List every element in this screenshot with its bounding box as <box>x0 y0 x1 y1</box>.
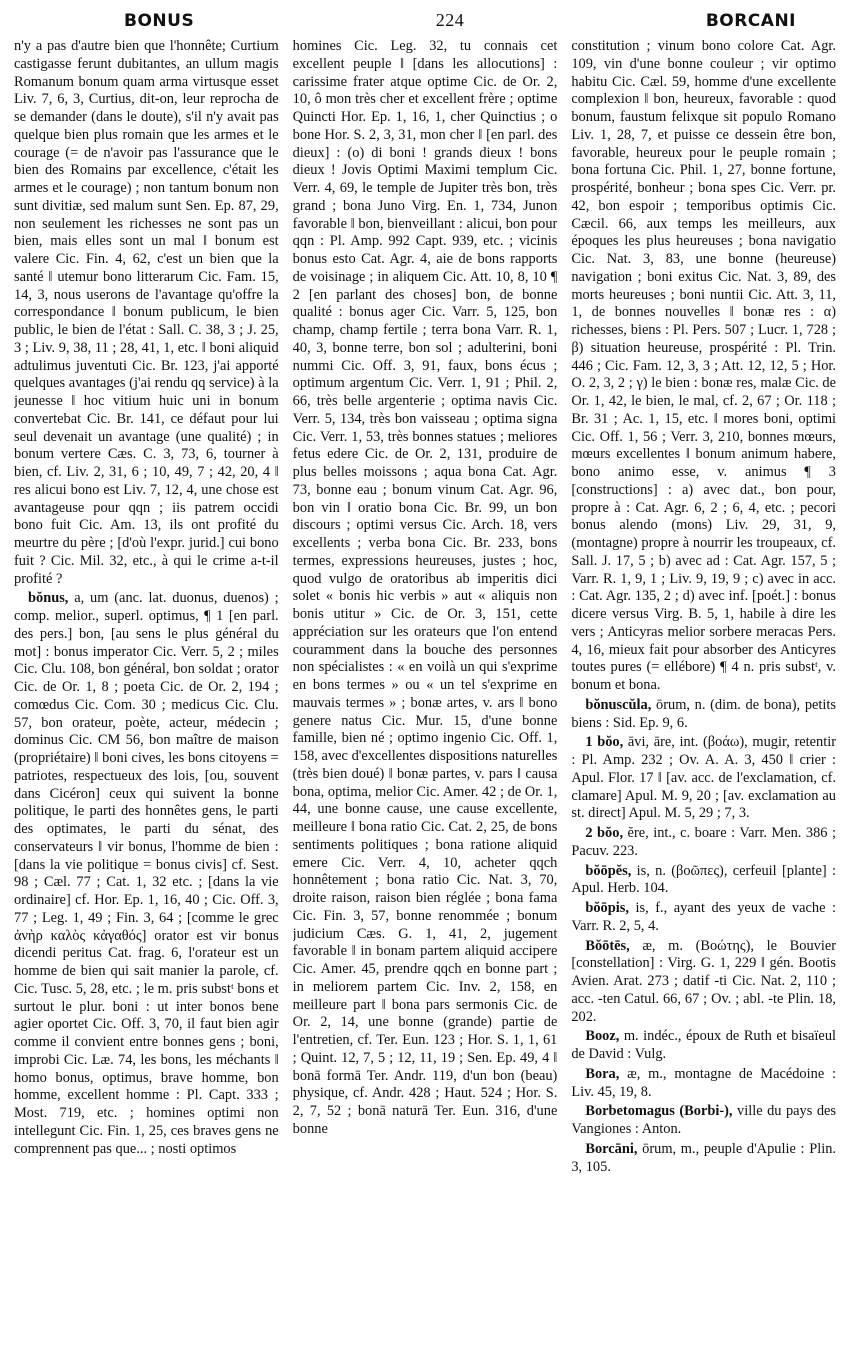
entry-text: æ, m. (Βοώτης), le Bouvier [constellation] : Virg. G. 1, 229 ‖ gén. Bootis Avien. Arat. 273 ; datif -ti Cic. Nat. 2, 110 ; acc. -ten Catul. 66, 67 ; Ov. ; abl. -te Plin. 18, 202. <box>571 937 836 1025</box>
entry-continuation <box>571 38 836 695</box>
entry-headword: bŏōpis, <box>585 900 629 916</box>
entry-text: ōrum, m., peuple d'Apulie : Plin. 3, 105. <box>571 1140 836 1175</box>
entry-headword: 1 bŏo, <box>585 734 624 751</box>
entry-headword: bŏnus, <box>28 590 69 607</box>
dictionary-entry <box>571 697 836 733</box>
entry-text: n'y a pas d'autre bien que l'honnête; Curtium castigasse ferunt dubitantes, an ullum magis Romanum bonum quam arma virtusque esset Liv. 7, 6, 3, Curtius, dit-on, leur reprocha de se demander (dans le doute), s'il n'y avait pas quelque bien plus romain que les armes et le courage (= de n'avoir pas l'assurance que le bien des Romains par excellence, c'était les armes et le courage) ; non tantum bonum non sunt divitiæ, sed malum sunt Sen. Ep. 87, 29, non seulement les richesses ne sont pas un bien, mais elles sont un mal ‖ bonum est valere Cic. Fin. 4, 62, c'est un bien que la santé ‖ utemur bono litterarum Cic. Fam. 15, 14, 3, nous userons de l'avantage qu'offre la correspondance ‖ bonum publicum, le bien public, le bien de l'état : Sall. C. 38, 3 ; J. 25, 3 ; Liv. 9, 38, 11 ; 28, 41, 1, etc. ‖ boni aliquid adtulimus juventuti Cic. Br. 123, j'ai apporté quelques avantages (j'ai rendu qq service) à la jeunesse ‖ hoc vitium huic uni in bonum convertebat Cic. Br. 141, ce défaut pour lui seul devenait un avantage (une qualité) ; in bonum vertere Cæs. C. 3, 73, 6, tourner à bien, cf. Liv. 2, 31, 6 ; 10, 49, 7 ; 42, 20, 4 ‖ res alicui bono est Liv. 7, 12, 4, une chose est avantageuse pour qqn ; iis patrem occidi bono fuit Cic. Am. 13, ils ont profité du meurtre du père ; [d'où l'expr. jurid.] cui bono fuit ? Cic. Mil. 32, etc., à qui le crime a-t-il profité ? <box>14 38 279 587</box>
entry-text: is, n. (βοῶπες), cerfeuil [plante] : Apul. Herb. 104. <box>571 862 836 897</box>
entry-headword: Bora, <box>585 1065 620 1082</box>
entry-headword: Bŏōtēs, <box>585 937 630 954</box>
entry-text: āvi, āre, int. (βοάω), mugir, retentir : Pl. Amp. 232 ; Ov. A. A. 3, 450 ‖ crier : Apul. Flor. 17 ‖ [av. acc. de l'exclamation, cf. clamare] Apul. M. 9, 20 ; [av. exclamation au st. direct] Apul. M. 5, 29 ; 7, 3. <box>571 734 836 822</box>
right-guide-word: BORCANI <box>705 11 796 31</box>
dictionary-entry <box>571 825 836 861</box>
entry-headword: bŏnuscŭla, <box>585 696 652 713</box>
dictionary-entry <box>571 1141 836 1177</box>
column-3 <box>571 38 836 1356</box>
dictionary-entry <box>14 590 279 1158</box>
entry-text: a, um (anc. lat. duonus, duenos) ; comp. melior., superl. optimus, ¶ 1 [en parl. des pers.] bon, [au sens le plus général du mot] : bonus imperator Cic. Verr. 5, 2 ; miles Cic. Clu. 108, bon général, bon soldat ; orator Cic. de Or. 1, 8 ; poeta Cic. de Or. 2, 194 ; comœdus Cic. Com. 30 ; medicus Cic. Clu. 57, bon orateur, poète, acteur, médecin ; dominus Cic. CM 56, bon maître de maison (propriétaire) ‖ boni cives, les bons citoyens = patriotes, respectueux des lois, [ou, souvent dans Cicéron] ceux qui suivent la bonne politique, le parti des honnêtes gens, le parti des optimates, le parti du sénat, des conservateurs ‖ vir bonus, l'homme de bien : [dans la vie politique = bonus civis] cf. Sest. 98 ; Cæl. 77 ; Cat. 1, 32 etc. ; [dans la vie ordinaire] cf. Hor. Ep. 1, 16, 40 ; Cic. Off. 3, 77 ; Leg. 1, 49 ; Fin. 3, 64 ; [comme le grec ἀνὴρ καλὸς κἀγαθός] orator est vir bonus dicendi peritus Cat. frag. 6, l'orateur est un homme de bien qui sait manier la parole, cf. Cic. Tusc. 5, 28, etc. ; le m. pris substᵗ bons et surtout le plur. boni : ut inter bonos bene agier oportet Cic. Off. 3, 70, il faut bien agir comme il convient entre bonnes gens ; boni, improbi Cic. Læ. 74, les bons, les méchants ‖ homo bonus, optimus, brave homme, bon homme, excellent homme : Pl. Capt. 333 ; Most. 719, etc. ; homines optimi non intellegunt Cic. Fin. 1, 25, ces braves gens ne comprennent pas que... ; nosti optimos <box>14 590 279 1157</box>
entry-continuation <box>14 38 279 588</box>
running-head <box>14 0 836 38</box>
entry-text: æ, m., montagne de Macédoine : Liv. 45, 19, 8. <box>571 1065 836 1100</box>
dictionary-entry <box>571 734 836 823</box>
dictionary-entry <box>571 900 836 936</box>
entry-text: homines Cic. Leg. 32, tu connais cet excellent peuple ‖ [dans les allocutions] : carissime frater atque optime Cic. de Or. 2, 10, ô mon très cher et excellent frère ; optime Quincti Hor. Ep. 1, 16, 1, cher Quinctius ; o bone Hor. S. 2, 3, 31, mon cher ‖ [en parl. des dieux] : (o) di boni ! grands dieux ! bons dieux ! Jovis Optimi Maximi templum Cic. Verr. 4, 69, le temple de Jupiter très bon, très grand ; bona Juno Virg. En. 1, 734, Junon favorable ‖ bon, bienveillant : alicui, bon pour qqn : Pl. Amp. 992 Capt. 939, etc. ; vicinis bonus esto Cat. Agr. 4, aie de bons rapports de voisinage ; in aliquem Cic. Att. 10, 8, 10 ¶ 2 [en parlant des choses] bon, de bonne qualité : bonus ager Cic. Varr. 5, 125, bon champ, champ fertile ; terra bona Varr. R. 1, 40, 3, bonne terre, bon sol ; adulterini, boni nummi Cic. Off. 3, 91, faux, bons écus ; optimum argentum Cic. Verr. 1, 91 ; Phil. 2, 66, très belle argenterie ; optima navis Cic. Verr. 5, 134, très bon vaisseau ; optima signa Cic. Verr. 1, 53, très bonnes statues ; meliores fetus edere Cic. de Or. 2, 131, produire de plus belles moissons ; aqua bona Cat. Agr. 73, bonne eau ; bonum vinum Cat. Agr. 96, bon vin ‖ oratio bona Cic. Br. 99, un bon discours ; optimi versus Cic. Arch. 18, vers excellents ; verba bona Cic. Br. 233, bons termes, expressions heureuses, justes ; hoc, quod vulgo de oratoribus ab imperitis dici solet « bonis hic verbis » aut « aliquis non bonis utitur » Cic. de Or. 3, 151, cette appréciation sur les orateurs que l'on entend couramment dans la bouche des personnes non spécialistes : « en voilà un qui s'exprime en bons termes » ou « un tel s'exprime en mauvais termes » ; bonæ artes, v. ars ‖ bono genere natus Cic. Mur. 15, d'une bonne famille, bien né ; optimo ingenio Cic. Off. 1, 158, avec d'excellentes dispositions naturelles (très bien doué) ‖ bonæ partes, v. pars ‖ causa bona, optima, melior Cic. Amer. 42 ; de Or. 1, 44, une bonne cause, une cause excellente, meilleure ‖ bona ratio Cic. Cat. 2, 25, de bons sentiments politiques ; bona ratione aliquid emere Cic. Verr. 4, 10, acheter qqch honnêtement ; bona ratio Cic. Nat. 3, 70, droite raison, raison bien réglée ; bona fama Cic. Fin. 3, 57, bonne renommée ; bonum judicium Cæs. G. 1, 41, 2, jugement favorable ‖ in bonam partem aliquid accipere Cic. Amer. 45, prendre qqch en bonne part ; in meliorem partem Cic. Inv. 2, 158, en meilleure part ‖ bona pars sermonis Cic. de Or. 2, 14, une bonne (grande) partie de l'entretien, cf. Ter. Eun. 123 ; Hor. S. 1, 1, 61 ; Quint. 12, 7, 5 ; 12, 11, 19 ; Sen. Ep. 49, 4 ‖ bonā formā Ter. Andr. 119, d'un bon (beau) physique, cf. Andr. 428 ; Haut. 524 ; Hor. S. 2, 7, 52 ; bonā naturā Ter. Eun. 316, d'une bonne <box>292 38 558 1137</box>
dictionary-entry <box>571 1066 836 1102</box>
dictionary-entry <box>571 863 836 899</box>
left-guide-word: BONUS <box>124 11 195 31</box>
entry-text: is, f., ayant des yeux de vache : Varr. R. 2, 5, 4. <box>571 900 836 934</box>
entry-headword: Booz, <box>585 1028 620 1045</box>
entry-headword: bŏōpĕs, <box>585 862 632 879</box>
entry-headword: Borcāni, <box>585 1140 638 1157</box>
dictionary-entry <box>571 1103 836 1139</box>
dictionary-entry <box>571 1028 836 1064</box>
text-columns <box>14 38 836 1356</box>
entry-continuation <box>293 38 558 1139</box>
entry-headword: Borbetomagus (Borbi-), <box>585 1103 733 1120</box>
entry-text: m. indéc., époux de Ruth et bisaïeul de David : Vulg. <box>571 1028 836 1062</box>
dictionary-entry <box>571 938 836 1027</box>
entry-text: ville du pays des Vangiones : Anton. <box>571 1103 836 1137</box>
column-2 <box>293 38 558 1356</box>
entry-text: constitution ; vinum bono colore Cat. Agr. 109, vin d'une bonne couleur ; vir optimo habitu Cic. Cæl. 59, homme d'une excellente complexion ‖ bon, heureux, favorable : quod bonum, faustum felixque sit populo Romano Liv. 1, 28, 7, et puisse ce dessein être bon, favorable, heureux pour le peuple romain ; bona fortuna Cic. Phil. 1, 27, bonne fortune, prospérité, bonheur ; bona spes Cic. Verr. pr. 42, bon espoir ; temporibus optimis Cic. Cæcil. 66, aux temps les meilleurs, aux époques les plus heureuses ; bona navigatio Cic. Nat. 3, 83, une bonne (heureuse) navigation ; boni exitus Cic. Nat. 3, 89, des morts heureuses ; boni nuntii Cic. Att. 3, 11, 1, de bonnes nouvelles ‖ bonæ res : α) richesses, biens : Pl. Pers. 507 ; Lucr. 1, 728 ; β) situation heureuse, prospérité : Pl. Trin. 446 ; Cic. Fam. 12, 3, 3 ; Att. 12, 12, 5 ; Hor. O. 2, 3, 2 ; γ) le bien : bonæ res, malæ Cic. de Or. 1, 42, le bien, le mal, cf. 2, 67 ; Or. 118 ; Br. 31 ; Ac. 1, 15, etc. ‖ mores boni, optimi Cic. Off. 1, 56 ; Verr. 3, 210, bonnes mœurs, mœurs excellentes ‖ bonum animum habere, bono animo esse, v. animus ¶ 3 [constructions] : a) avec dat., bon pour, propre à : Cat. Agr. 6, 2 ; 6, 4, etc. ; pecori bonus alendo (mons) Liv. 29, 31, 9, (montagne) propre à nourrir les troupeaux, cf. Sall. J. 17, 5 ; b) avec ad : Cat. Agr. 157, 5 ; Varr. R. 1, 9, 1 ; Liv. 9, 19, 9 ; c) avec in acc. : Cat. Agr. 135, 2 ; d) avec inf. [poét.] : bonus dicere versus Virg. B. 5, 1, habile à dire les vers ; Anticyras melior sorbere meracas Pers. 4, 16, mieux fait pour absorber des Anticyres toutes pures (= ellébore) ¶ 4 n. pris substᵗ, v. bonum et bona. <box>571 38 836 693</box>
page-number: 224 <box>435 10 465 30</box>
column-1 <box>14 38 279 1356</box>
entry-text: ōrum, n. (dim. de bona), petits biens : Sid. Ep. 9, 6. <box>571 696 836 731</box>
entry-text: ĕre, int., c. boare : Varr. Men. 386 ; Pacuv. 223. <box>571 825 836 859</box>
entry-headword: 2 bŏo, <box>585 825 624 841</box>
